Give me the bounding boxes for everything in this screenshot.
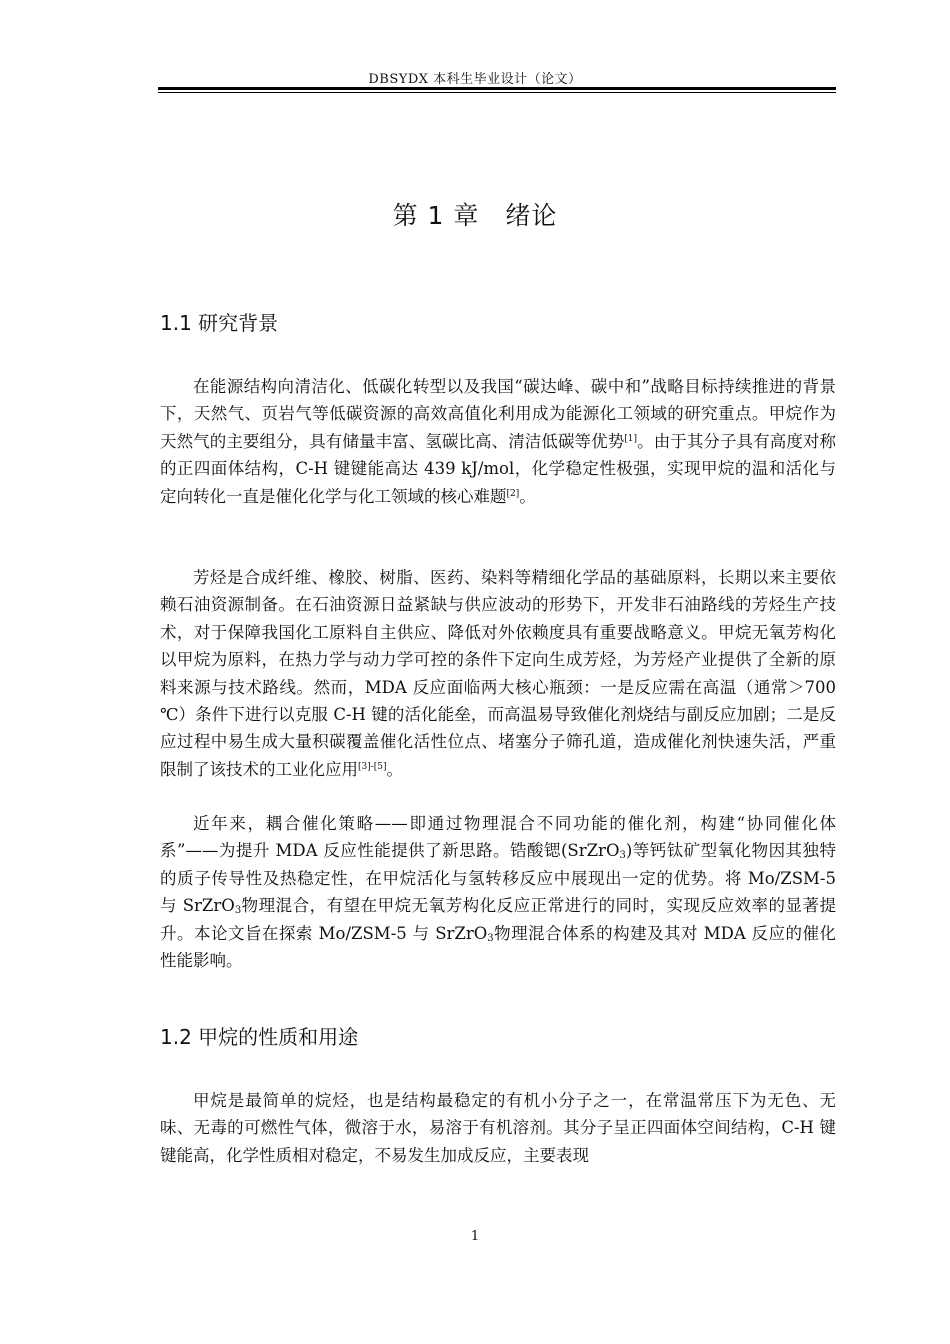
chapter-title: 第 1 章 绪论: [392, 201, 558, 230]
header-rule-thick: [158, 87, 836, 90]
section-heading-1-1: 1.1 研究背景: [160, 311, 279, 335]
paragraph-2-text-a: 芳烃是合成纤维、橡胶、树脂、医药、染料等精细化学品的基础原料，长期以来主要依赖石油资源制备。在石油资源日益紧缺与供应波动的形势下，开发非石油路线的芳烃生产技术，对于保障我国化工原料自主供应、降低对外依赖度具有重要战略意义。甲烷无氧芳构化以甲烷为原料，在热力学与动力学可控的条件下定向生成芳烃，为芳烃产业提供了全新的原料来源与技术路线。然而，MDA 反应面临两大核心瓶颈：一是反应需在高温（通常＞700 ℃）条件下进行以克服 C-H 键的活化能垒，而高温易导致催化剂烧结与副反应加剧；二是反应过程中易生成大量积碳覆盖催化活性位点、堵塞分子筛孔道，造成催化剂快速失活，严重限制了该技术的工业化应用: [160, 568, 836, 779]
citation-1: [1]: [624, 433, 638, 444]
paragraph-3-text-b: )等钙钛矿型氧化物因其独特的质子传导性及热稳定性，在甲烷活化与氢转移反应中展现出一定的优势。将 Mo/ZSM-5 与 SrZrO: [160, 841, 836, 916]
paragraph-3-text-c: 物理混合，有望在甲烷无氧芳构化反应正常进行的同时，实现反应效率的显著提升。本论文旨在探索 Mo/ZSM-5 与 SrZrO: [160, 896, 836, 943]
paragraph-1-text-a: 在能源结构向清洁化、低碳化转型以及我国“碳达峰、碳中和”战略目标持续推进的背景下，天然气、页岩气等低碳资源的高效高值化利用成为能源化工领域的研究重点。甲烷作为天然气的主要组分，具有储量丰富、氢碳比高、清洁低碳等优势: [160, 377, 836, 451]
subscript-3: 3: [487, 932, 494, 944]
paragraph-1: [160, 373, 836, 510]
subscript-3: 3: [234, 905, 242, 917]
paragraph-2: [160, 564, 836, 783]
paragraph-1-text-c: 。: [519, 486, 536, 506]
subscript-3: 3: [619, 850, 626, 862]
paragraph-3-text-d: 物理混合体系的构建及其对 MDA 反应的催化性能影响。: [160, 923, 836, 971]
paragraph-1-text-b: 。由于其分子具有高度对称的正四面体结构，C-H 键键能高达 439 kJ/mol，化学稳定性极强，实现甲烷的温和活化与定向转化一直是催化化学与化工领域的核心难题: [160, 431, 837, 506]
citation-3-5: [3]-[5]: [358, 761, 387, 772]
running-header: DBSYDX 本科生毕业设计（论文）: [368, 72, 582, 87]
section-heading-1-2: 1.2 甲烷的性质和用途: [160, 1025, 359, 1049]
paragraph-4: 甲烷是最简单的烷烃，也是结构最稳定的有机小分子之一，在常温常压下为无色、无味、无毒的可燃性气体，微溶于水，易溶于有机溶剂。其分子呈正四面体空间结构，C-H 键键能高，化学性质相对稳定，不易发生加成反应，主要表现: [160, 1091, 836, 1165]
header-rule-thin: [158, 92, 836, 93]
paragraph-2-text-b: 。: [386, 759, 404, 779]
citation-2: [2]: [506, 488, 520, 499]
paragraph-3-text-a: 近年来，耦合催化策略——即通过物理混合不同功能的催化剂，构建“协同催化体系”——为提升 MDA 反应性能提供了新思路。锆酸锶(SrZrO: [160, 814, 836, 861]
page-number: 1: [470, 1229, 480, 1244]
paragraph-3: [160, 810, 836, 974]
